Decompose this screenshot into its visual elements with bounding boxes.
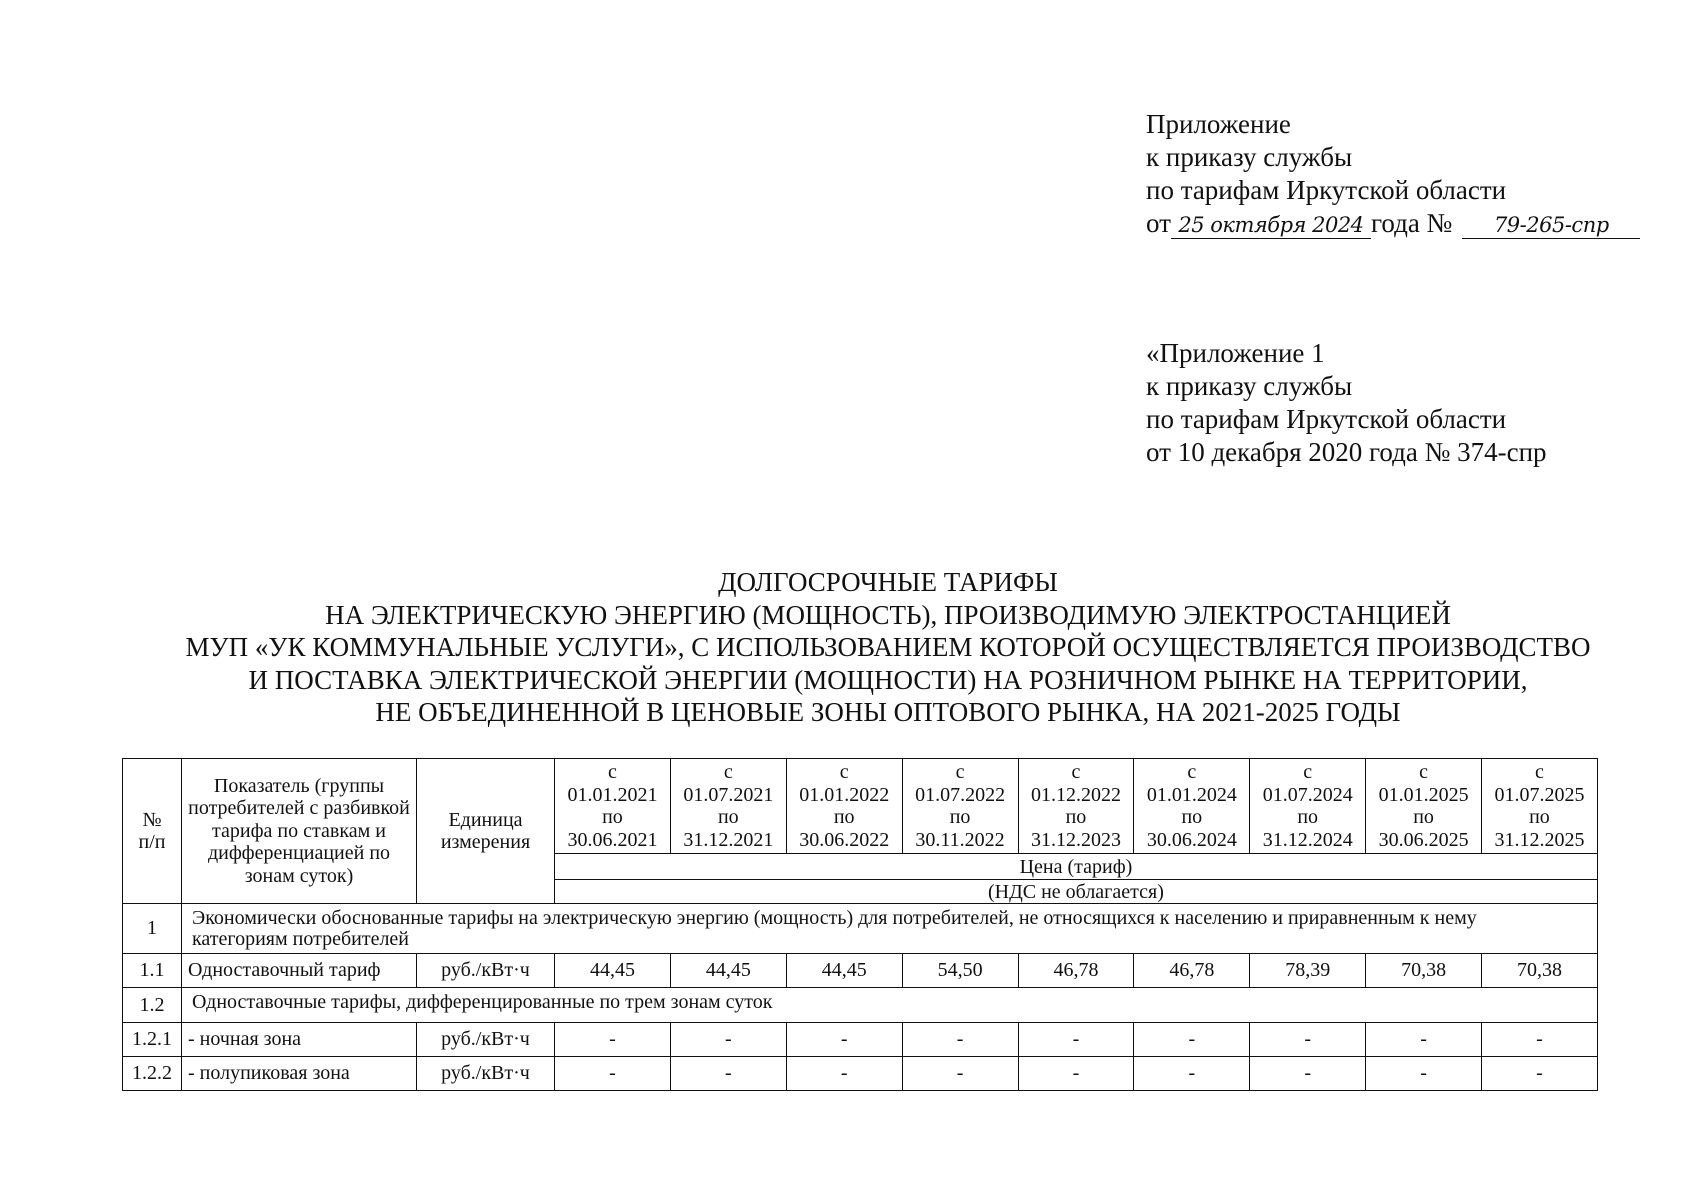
period-to-date: 31.12.2021 [683, 828, 774, 851]
header-period-cell [670, 759, 786, 854]
row-value-cell: 78,39 [1250, 954, 1366, 988]
row-name-cell: - ночная зона [182, 1023, 417, 1057]
row-section-text: Одноставочные тарифы, дифференцированные по трем зонам суток [192, 991, 773, 1013]
row-value-cell: - [1250, 1023, 1366, 1057]
period-to-date: 30.06.2024 [1146, 828, 1237, 851]
period-from-date: 01.01.2025 [1378, 783, 1469, 806]
row-value-cell: - [1018, 1023, 1134, 1057]
row-value-cell: - [555, 1023, 671, 1057]
tariff-table [122, 758, 1598, 1091]
title-line-5: НЕ ОБЪЕДИНЕННОЙ В ЦЕНОВЫЕ ЗОНЫ ОПТОВОГО РЫНКА, НА 2021-2025 ГОДЫ [375, 697, 1401, 727]
period-to-prefix: по [1413, 806, 1434, 828]
table-row [123, 1057, 1598, 1091]
title-line-3: МУП «УК КОММУНАЛЬНЫЕ УСЛУГИ», С ИСПОЛЬЗОВАНИЕМ КОТОРОЙ ОСУЩЕСТВЛЯЕТСЯ ПРОИЗВОДСТВО [185, 632, 1591, 662]
appendix-current-line-2: к приказу службы [1146, 142, 1353, 172]
header-price-cell: Цена (тариф) [555, 854, 1598, 880]
handwritten-order-date: 25 октября 2024 [1171, 212, 1371, 239]
header-period-cell [1018, 759, 1134, 854]
period-from-prefix: с [607, 761, 617, 783]
appendix-current-line-1: Приложение [1146, 109, 1291, 139]
header-unit-cell: Единица измерения [417, 759, 555, 904]
table-row [123, 904, 1598, 954]
period-to-date: 31.12.2024 [1262, 828, 1353, 851]
row-number-cell: 1.2.2 [123, 1057, 182, 1091]
row-value-cell: - [1482, 1023, 1598, 1057]
row-value-cell: - [902, 1023, 1018, 1057]
period-to-prefix: по [1065, 806, 1087, 828]
row-number-cell: 1.1 [123, 954, 182, 988]
header-period-cell [902, 759, 1018, 854]
row-value-cell: 54,50 [902, 954, 1018, 988]
row-value-cell: 44,45 [670, 954, 786, 988]
appendix-original-block [1146, 337, 1547, 469]
row-number-cell: 1.2 [123, 988, 182, 1023]
appendix-current-line-3: по тарифам Иркутской области [1146, 175, 1507, 205]
period-to-date: 30.06.2022 [799, 828, 890, 851]
row-value-cell: 46,78 [1018, 954, 1134, 988]
row-section-cell [182, 988, 1598, 1023]
header-period-cell [786, 759, 902, 854]
row-value-cell: - [1366, 1023, 1482, 1057]
period-to-prefix: по [602, 806, 623, 828]
header-num-symbol: № [142, 808, 162, 831]
period-to-prefix: по [1181, 806, 1203, 828]
period-to-prefix: по [1297, 806, 1319, 828]
row-value-cell: 70,38 [1482, 954, 1598, 988]
table-body [123, 904, 1598, 1091]
period-from-prefix: с [839, 761, 849, 783]
appendix-original-line-3: по тарифам Иркутской области [1146, 404, 1507, 434]
period-from-date: 01.01.2022 [799, 783, 890, 806]
period-to-date: 31.12.2023 [1030, 828, 1121, 851]
row-value-cell: 70,38 [1366, 954, 1482, 988]
row-value-cell: 44,45 [555, 954, 671, 988]
appendix-original-line-4: от 10 декабря 2020 года № 374-спр [1146, 437, 1547, 467]
period-to-date: 30.06.2025 [1378, 828, 1469, 851]
row-value-cell: - [1366, 1057, 1482, 1091]
title-line-1: ДОЛГОСРОЧНЫЕ ТАРИФЫ [718, 567, 1058, 597]
period-from-prefix: с [723, 761, 733, 783]
handwritten-order-number: 79-265-спр [1462, 212, 1640, 239]
row-value-cell: 44,45 [786, 954, 902, 988]
period-to-prefix: по [949, 806, 971, 828]
period-to-date: 30.06.2021 [567, 828, 658, 851]
header-period-cell [1134, 759, 1250, 854]
header-row-periods [123, 759, 1598, 854]
period-to-prefix: по [1529, 806, 1550, 828]
appendix-original-line-2: к приказу службы [1146, 371, 1353, 401]
row-value-cell: - [786, 1023, 902, 1057]
period-from-date: 01.07.2024 [1262, 783, 1353, 806]
row-section-cell [182, 904, 1598, 954]
row-value-cell: - [555, 1057, 671, 1091]
header-indicator-cell: Показатель (группы потребителей с разбивкой тарифа по ставкам и дифференциацией по зонам суток) [182, 759, 417, 904]
period-from-date: 01.01.2021 [567, 783, 658, 806]
document-title [0, 566, 1694, 729]
appendix-original-line-1: «Приложение 1 [1146, 338, 1325, 368]
header-period-cell [1482, 759, 1598, 854]
title-line-2: НА ЭЛЕКТРИЧЕСКУЮ ЭНЕРГИЮ (МОЩНОСТЬ), ПРОИЗВОДИМУЮ ЭЛЕКТРОСТАНЦИЕЙ [325, 599, 1451, 630]
table-row [123, 988, 1598, 1023]
row-number-cell: 1.2.1 [123, 1023, 182, 1057]
row-value-cell: - [1018, 1057, 1134, 1091]
period-to-prefix: по [717, 806, 739, 828]
row-name-cell: Одноставочный тариф [182, 954, 417, 988]
header-period-cell [1366, 759, 1482, 854]
title-line-4: И ПОСТАВКА ЭЛЕКТРИЧЕСКОЙ ЭНЕРГИИ (МОЩНОСТИ) НА РОЗНИЧНОМ РЫНКЕ НА ТЕРРИТОРИИ, [248, 664, 1528, 695]
row-value-cell: - [1482, 1057, 1598, 1091]
row-section-text: Экономически обоснованные тарифы на электрическую энергию (мощность) для потребителей, не относящихся к населению и приравненным к нему категориям потребителей [192, 907, 1477, 950]
period-from-prefix: с [1419, 761, 1428, 783]
row-name-cell: - полупиковая зона [182, 1057, 417, 1091]
table-row [123, 1023, 1598, 1057]
row-value-cell: - [902, 1057, 1018, 1091]
period-from-date: 01.07.2022 [915, 783, 1006, 806]
period-to-date: 30.11.2022 [915, 828, 1005, 851]
period-from-prefix: с [1187, 761, 1197, 783]
header-vat-cell: (НДС не облагается) [555, 880, 1598, 904]
row-unit-cell: руб./кВт·ч [417, 1057, 555, 1091]
row-unit-cell: руб./кВт·ч [417, 954, 555, 988]
period-from-date: 01.07.2021 [683, 783, 774, 806]
row-value-cell: - [1134, 1023, 1250, 1057]
period-from-date: 01.07.2025 [1494, 783, 1585, 806]
period-from-date: 01.12.2022 [1030, 783, 1121, 806]
row-value-cell: - [670, 1057, 786, 1091]
header-num-cell [123, 759, 182, 904]
header-num-abbr: п/п [138, 831, 166, 853]
row-value-cell: - [1250, 1057, 1366, 1091]
period-to-prefix: по [833, 806, 855, 828]
table-header [123, 759, 1598, 904]
period-from-prefix: с [1303, 761, 1313, 783]
row-value-cell: - [670, 1023, 786, 1057]
order-mid: года № [1370, 208, 1453, 238]
table-row [123, 954, 1598, 988]
row-value-cell: - [786, 1057, 902, 1091]
row-unit-cell: руб./кВт·ч [417, 1023, 555, 1057]
period-from-prefix: с [1071, 761, 1081, 783]
period-from-prefix: с [1534, 761, 1544, 783]
order-prefix: от [1146, 208, 1171, 238]
period-from-date: 01.01.2024 [1146, 783, 1237, 806]
row-value-cell: 46,78 [1134, 954, 1250, 988]
row-value-cell: - [1134, 1057, 1250, 1091]
header-period-cell [555, 759, 671, 854]
period-from-prefix: с [955, 761, 965, 783]
appendix-current-order-line [1146, 207, 1640, 240]
appendix-current-block [1146, 108, 1640, 240]
period-to-date: 31.12.2025 [1494, 828, 1585, 851]
header-period-cell [1250, 759, 1366, 854]
row-number-cell: 1 [123, 904, 182, 954]
